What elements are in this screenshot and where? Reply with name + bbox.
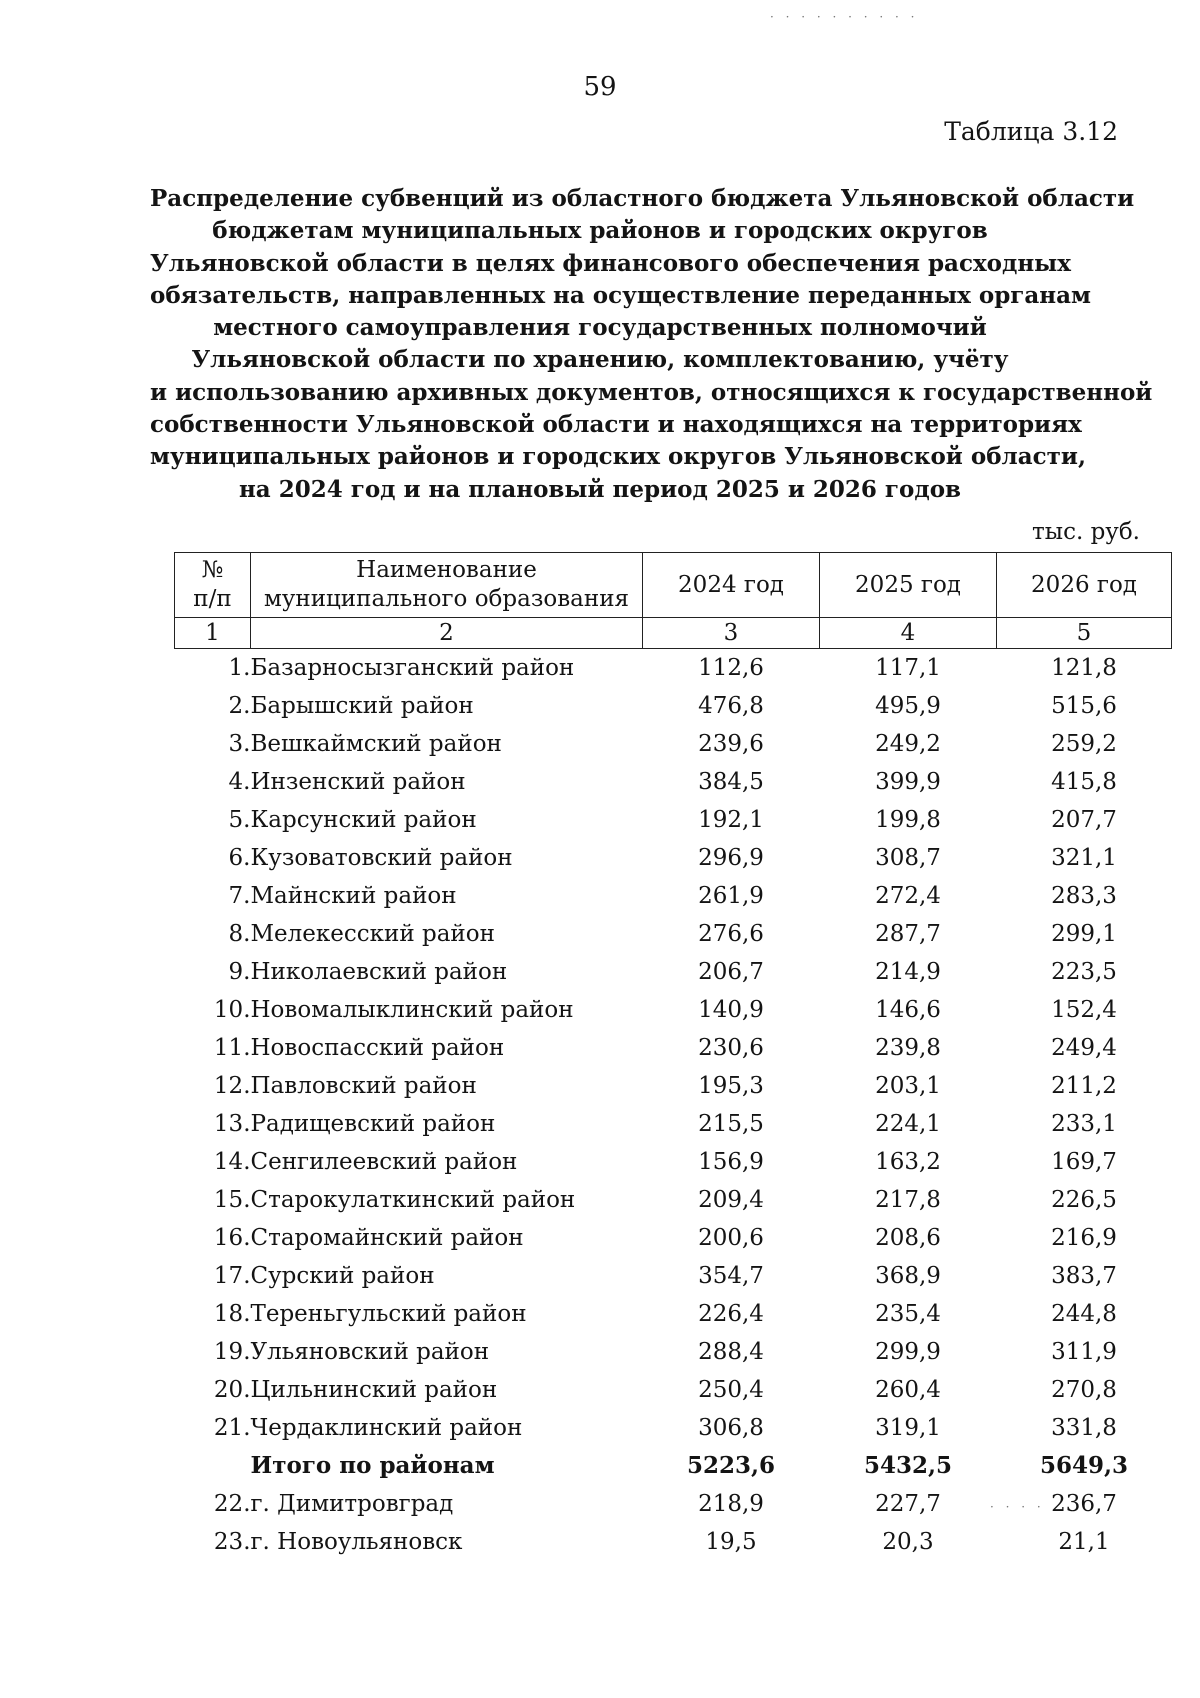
- value-2026: 321,1: [1051, 845, 1117, 871]
- row-number: 3.: [228, 731, 251, 757]
- table-row: [175, 915, 1172, 953]
- title-line: на 2024 год и на плановый период 2025 и 2026 годов: [238, 475, 962, 503]
- municipality-name: Ульяновский район: [250, 1339, 490, 1365]
- municipality-name: Павловский район: [250, 1073, 477, 1099]
- table-row: [175, 877, 1172, 915]
- table-row: [175, 763, 1172, 801]
- title-line: местного самоуправления государственных полномочий: [213, 314, 987, 342]
- row-number: 19.: [213, 1339, 251, 1365]
- value-2026: 249,4: [1051, 1035, 1117, 1061]
- value-2024: 276,6: [698, 921, 764, 947]
- value-2026: 226,5: [1051, 1187, 1117, 1213]
- value-2024: 156,9: [698, 1149, 764, 1175]
- value-2024: 261,9: [698, 883, 764, 909]
- value-2025: 495,9: [875, 693, 941, 719]
- municipality-name: Николаевский район: [250, 959, 508, 985]
- table-row: [175, 1219, 1172, 1257]
- value-2025: 224,1: [875, 1111, 941, 1137]
- municipality-name: Старомайнский район: [250, 1225, 524, 1251]
- value-2026: 216,9: [1051, 1225, 1117, 1251]
- row-number: 23.: [213, 1529, 251, 1555]
- value-2024: 354,7: [698, 1263, 764, 1289]
- header-number-line1: №: [201, 557, 224, 583]
- value-2025: 227,7: [875, 1491, 941, 1517]
- table-row: [175, 1105, 1172, 1143]
- value-2025: 239,8: [875, 1035, 941, 1061]
- title-line: и использованию архивных документов, относящихся к государственной: [150, 378, 1153, 406]
- table-row: [175, 1143, 1172, 1181]
- title-line: обязательств, направленных на осуществление переданных органам: [150, 281, 1092, 309]
- subvention-table: [174, 552, 1172, 1561]
- value-2024: 230,6: [698, 1035, 764, 1061]
- value-2025: 272,4: [875, 883, 941, 909]
- value-2024: 306,8: [698, 1415, 764, 1441]
- value-2024: 250,4: [698, 1377, 764, 1403]
- row-number: 14.: [213, 1149, 251, 1175]
- value-2026: 121,8: [1051, 655, 1117, 681]
- value-2024: 19,5: [705, 1529, 757, 1555]
- column-index: 3: [643, 618, 820, 649]
- value-2024: 384,5: [698, 769, 764, 795]
- table-body: [175, 649, 1172, 1562]
- page-number: 59: [583, 72, 617, 102]
- municipality-name: Тереньгульский район: [250, 1301, 527, 1327]
- table-row: [175, 1257, 1172, 1295]
- row-number: 18.: [213, 1301, 251, 1327]
- municipality-name: Сенгилеевский район: [250, 1149, 518, 1175]
- value-2024: 192,1: [698, 807, 764, 833]
- value-2024: 476,8: [698, 693, 764, 719]
- row-number: 11.: [213, 1035, 251, 1061]
- value-2025: 20,3: [882, 1529, 934, 1555]
- column-index: 5: [997, 618, 1172, 649]
- value-2026: 223,5: [1051, 959, 1117, 985]
- header-number: [175, 553, 251, 618]
- municipality-name: Сурский район: [250, 1263, 435, 1289]
- header-2025: 2025 год: [820, 553, 997, 618]
- value-2024: 288,4: [698, 1339, 764, 1365]
- column-index-row: [175, 618, 1172, 649]
- row-number: 2.: [228, 693, 251, 719]
- value-2025: 208,6: [875, 1225, 941, 1251]
- value-2025: 146,6: [875, 997, 941, 1023]
- table-row: [175, 1295, 1172, 1333]
- municipality-name: Базарносызганский район: [250, 655, 575, 681]
- title-line: Ульяновской области по хранению, комплектованию, учёту: [191, 346, 1009, 374]
- value-2024: 226,4: [698, 1301, 764, 1327]
- municipality-name: Карсунский район: [250, 807, 477, 833]
- value-2024: 140,9: [698, 997, 764, 1023]
- value-2026: 299,1: [1051, 921, 1117, 947]
- title-line: Ульяновской области в целях финансового обеспечения расходных: [150, 249, 1071, 277]
- table-row: [175, 991, 1172, 1029]
- value-2024: 206,7: [698, 959, 764, 985]
- municipality-name: Цильнинский район: [250, 1377, 498, 1403]
- row-number: [175, 1447, 251, 1485]
- table-row: [175, 1067, 1172, 1105]
- title-line: муниципальных районов и городских округов Ульяновской области,: [150, 443, 1086, 471]
- municipality-name: Радищевский район: [250, 1111, 496, 1137]
- row-number: 5.: [228, 807, 251, 833]
- value-2025: 217,8: [875, 1187, 941, 1213]
- municipality-name: Инзенский район: [250, 769, 466, 795]
- value-2025: 117,1: [875, 655, 941, 681]
- value-2026: 415,8: [1051, 769, 1117, 795]
- municipality-name: Старокулаткинский район: [250, 1187, 576, 1213]
- value-2025: 5432,5: [863, 1452, 953, 1479]
- municipality-name: Мелекесский район: [250, 921, 495, 947]
- header-name: [251, 553, 643, 618]
- header-name-line2: муниципального образования: [263, 586, 630, 612]
- header-2024: 2024 год: [643, 553, 820, 618]
- value-2025: 214,9: [875, 959, 941, 985]
- column-index: 2: [251, 618, 643, 649]
- title-line: собственности Ульяновской области и находящихся на территориях: [150, 411, 1082, 439]
- value-2026: 211,2: [1051, 1073, 1117, 1099]
- value-2026: 270,8: [1051, 1377, 1117, 1403]
- table-row: [175, 649, 1172, 688]
- value-2024: 112,6: [698, 655, 764, 681]
- municipality-name: г. Новоульяновск: [250, 1529, 463, 1555]
- value-2025: 249,2: [875, 731, 941, 757]
- value-2024: 215,5: [698, 1111, 764, 1137]
- value-2024: 195,3: [698, 1073, 764, 1099]
- row-number: 1.: [228, 655, 251, 681]
- row-number: 16.: [213, 1225, 251, 1251]
- table-row: [175, 801, 1172, 839]
- value-2026: 152,4: [1051, 997, 1117, 1023]
- row-number: 12.: [213, 1073, 251, 1099]
- row-number: 9.: [228, 959, 251, 985]
- value-2024: 5223,6: [686, 1452, 776, 1479]
- table-row: [175, 953, 1172, 991]
- scan-artifact: · · · ·: [990, 1500, 1045, 1514]
- table-row: [175, 1029, 1172, 1067]
- scan-artifact: · · · · · · · · · ·: [770, 10, 919, 24]
- value-2026: 331,8: [1051, 1415, 1117, 1441]
- municipality-name: Чердаклинский район: [250, 1415, 523, 1441]
- total-row: [175, 1447, 1172, 1485]
- value-2025: 299,9: [875, 1339, 941, 1365]
- table-row: [175, 1371, 1172, 1409]
- value-2025: 163,2: [875, 1149, 941, 1175]
- row-number: 21.: [213, 1415, 251, 1441]
- row-number: 8.: [228, 921, 251, 947]
- value-2024: 296,9: [698, 845, 764, 871]
- value-2025: 399,9: [875, 769, 941, 795]
- row-number: 13.: [213, 1111, 251, 1137]
- table-row: [175, 1333, 1172, 1371]
- value-2024: 239,6: [698, 731, 764, 757]
- value-2025: 287,7: [875, 921, 941, 947]
- document-title: [150, 183, 1153, 506]
- value-2026: 233,1: [1051, 1111, 1117, 1137]
- value-2025: 368,9: [875, 1263, 941, 1289]
- column-index: 4: [820, 618, 997, 649]
- header-number-line2: п/п: [193, 586, 232, 612]
- title-line: бюджетам муниципальных районов и городских округов: [212, 217, 988, 245]
- units-label: тыс. руб.: [1032, 519, 1140, 545]
- table-label: Таблица 3.12: [944, 117, 1118, 146]
- value-2024: 218,9: [698, 1491, 764, 1517]
- header-name-line1: Наименование: [356, 557, 537, 583]
- table-row: [175, 1409, 1172, 1447]
- row-number: 22.: [213, 1491, 251, 1517]
- value-2026: 207,7: [1051, 807, 1117, 833]
- table-header-row: [175, 553, 1172, 618]
- value-2026: 169,7: [1051, 1149, 1117, 1175]
- municipality-name: Кузоватовский район: [250, 845, 513, 871]
- municipality-name: Новомалыклинский район: [250, 997, 574, 1023]
- value-2026: 383,7: [1051, 1263, 1117, 1289]
- row-number: 7.: [228, 883, 251, 909]
- value-2026: 311,9: [1051, 1339, 1117, 1365]
- value-2024: 200,6: [698, 1225, 764, 1251]
- table-row: [175, 839, 1172, 877]
- value-2025: 199,8: [875, 807, 941, 833]
- table-row: [175, 1523, 1172, 1561]
- value-2025: 235,4: [875, 1301, 941, 1327]
- municipality-name: Вешкаймский район: [250, 731, 502, 757]
- municipality-name: Итого по районам: [250, 1452, 495, 1479]
- column-index: 1: [175, 618, 251, 649]
- value-2025: 260,4: [875, 1377, 941, 1403]
- table-row: [175, 687, 1172, 725]
- value-2025: 203,1: [875, 1073, 941, 1099]
- row-number: 15.: [213, 1187, 251, 1213]
- value-2025: 319,1: [875, 1415, 941, 1441]
- table-row: [175, 725, 1172, 763]
- municipality-name: Майнский район: [250, 883, 457, 909]
- row-number: 20.: [213, 1377, 251, 1403]
- row-number: 4.: [228, 769, 251, 795]
- municipality-name: Новоспасский район: [250, 1035, 505, 1061]
- title-line: Распределение субвенций из областного бюджета Ульяновской области: [150, 185, 1135, 212]
- value-2026: 236,7: [1051, 1491, 1117, 1517]
- municipality-name: Барышский район: [250, 693, 474, 719]
- row-number: 6.: [228, 845, 251, 871]
- header-2026: 2026 год: [997, 553, 1172, 618]
- value-2026: 259,2: [1051, 731, 1117, 757]
- value-2026: 244,8: [1051, 1301, 1117, 1327]
- value-2025: 308,7: [875, 845, 941, 871]
- value-2026: 5649,3: [1039, 1452, 1129, 1479]
- value-2026: 283,3: [1051, 883, 1117, 909]
- value-2024: 209,4: [698, 1187, 764, 1213]
- table-row: [175, 1181, 1172, 1219]
- value-2026: 515,6: [1051, 693, 1117, 719]
- value-2026: 21,1: [1058, 1529, 1110, 1555]
- municipality-name: г. Димитровград: [250, 1491, 454, 1517]
- row-number: 10.: [213, 997, 251, 1023]
- row-number: 17.: [213, 1263, 251, 1289]
